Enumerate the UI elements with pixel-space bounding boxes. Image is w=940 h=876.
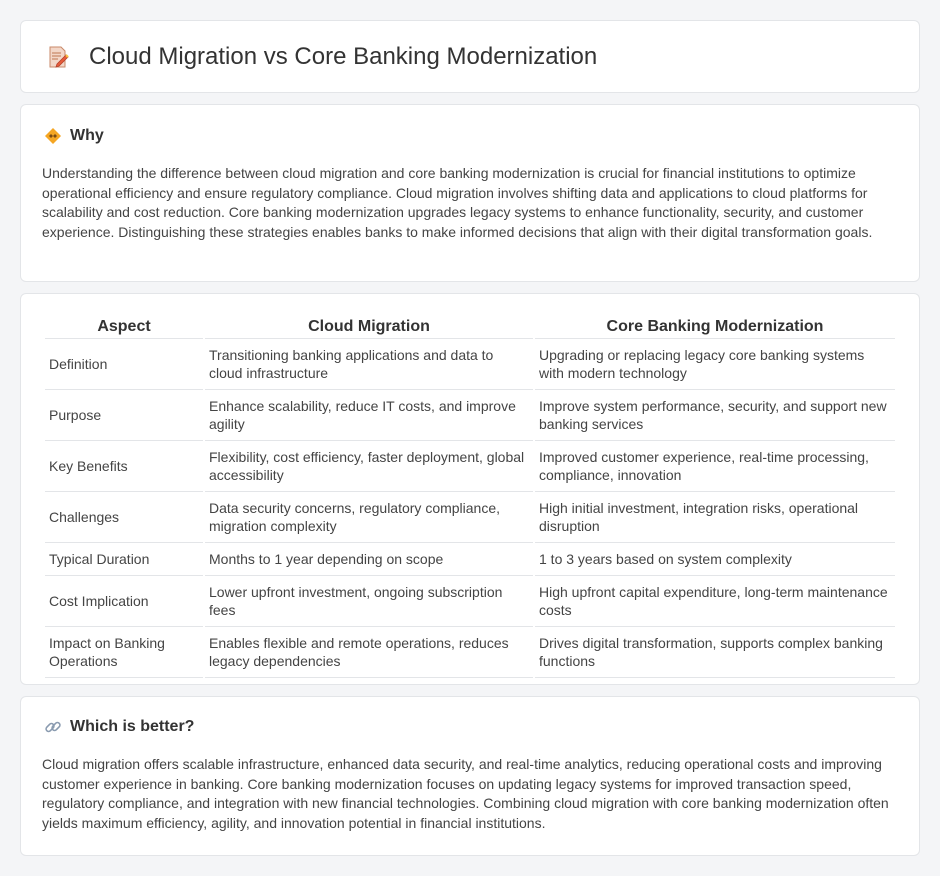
row-aspect: Challenges bbox=[45, 492, 203, 543]
table-row bbox=[45, 627, 895, 678]
better-heading bbox=[42, 718, 898, 736]
why-heading bbox=[42, 127, 898, 145]
row-core-value: 1 to 3 years based on system complexity bbox=[535, 543, 895, 576]
row-cloud-value: Lower upfront investment, ongoing subscription fees bbox=[205, 576, 533, 627]
header-cloud-migration: Cloud Migration bbox=[205, 315, 533, 339]
row-aspect: Typical Duration bbox=[45, 543, 203, 576]
table-header-row bbox=[45, 315, 895, 339]
table-row bbox=[45, 339, 895, 390]
row-core-value: Upgrading or replacing legacy core banking systems with modern technology bbox=[535, 339, 895, 390]
table-row bbox=[45, 390, 895, 441]
row-cloud-value: Data security concerns, regulatory compliance, migration complexity bbox=[205, 492, 533, 543]
better-text: Cloud migration offers scalable infrastructure, enhanced data security, and real-time analytics, reducing operational costs and improving customer experience in banking. Core banking modernization focuses on updating legacy systems for improved transaction speed, regulatory compliance, and integration with new financial technologies. Combining cloud migration with core banking modernization often yields maximum efficiency, agility, and innovation potential in financial institutions. bbox=[42, 756, 889, 831]
row-aspect: Cost Implication bbox=[45, 576, 203, 627]
header-core-banking: Core Banking Modernization bbox=[535, 315, 895, 339]
row-cloud-value: Months to 1 year depending on scope bbox=[205, 543, 533, 576]
row-aspect: Definition bbox=[45, 339, 203, 390]
row-cloud-value: Transitioning banking applications and data to cloud infrastructure bbox=[205, 339, 533, 390]
why-section bbox=[20, 104, 920, 282]
row-cloud-value: Flexibility, cost efficiency, faster deployment, global accessibility bbox=[205, 441, 533, 492]
document-pencil-icon bbox=[47, 45, 69, 69]
which-is-better-section bbox=[20, 696, 920, 856]
row-core-value: High initial investment, integration risks, operational disruption bbox=[535, 492, 895, 543]
page-header bbox=[20, 20, 920, 93]
row-core-value: Drives digital transformation, supports complex banking functions bbox=[535, 627, 895, 678]
why-title: Why bbox=[70, 127, 104, 144]
row-core-value: High upfront capital expenditure, long-term maintenance costs bbox=[535, 576, 895, 627]
comparison-section bbox=[20, 293, 920, 685]
row-aspect: Key Benefits bbox=[45, 441, 203, 492]
table-row bbox=[45, 441, 895, 492]
table-row bbox=[45, 576, 895, 627]
row-core-value: Improve system performance, security, and support new banking services bbox=[535, 390, 895, 441]
table-row bbox=[45, 543, 895, 576]
row-cloud-value: Enables flexible and remote operations, reduces legacy dependencies bbox=[205, 627, 533, 678]
row-aspect: Purpose bbox=[45, 390, 203, 441]
handshake-icon bbox=[44, 127, 62, 145]
row-aspect: Impact on Banking Operations bbox=[45, 627, 203, 678]
why-text: Understanding the difference between cloud migration and core banking modernization is crucial for financial institutions to optimize operational efficiency and ensure regulatory compliance. Cloud migration involves shifting data and applications to cloud platforms for scalability and cost reduction. Core banking modernization upgrades legacy systems to enhance functionality, security, and customer experience. Distinguishing these strategies enables banks to make informed decisions that align with their digital transformation goals. bbox=[42, 165, 873, 240]
row-core-value: Improved customer experience, real-time processing, compliance, innovation bbox=[535, 441, 895, 492]
comparison-table bbox=[43, 315, 897, 678]
link-icon bbox=[44, 718, 62, 736]
row-cloud-value: Enhance scalability, reduce IT costs, and improve agility bbox=[205, 390, 533, 441]
table-row bbox=[45, 492, 895, 543]
better-title: Which is better? bbox=[70, 718, 195, 735]
header-aspect: Aspect bbox=[45, 315, 203, 339]
page-title: Cloud Migration vs Core Banking Modernization bbox=[89, 42, 598, 70]
